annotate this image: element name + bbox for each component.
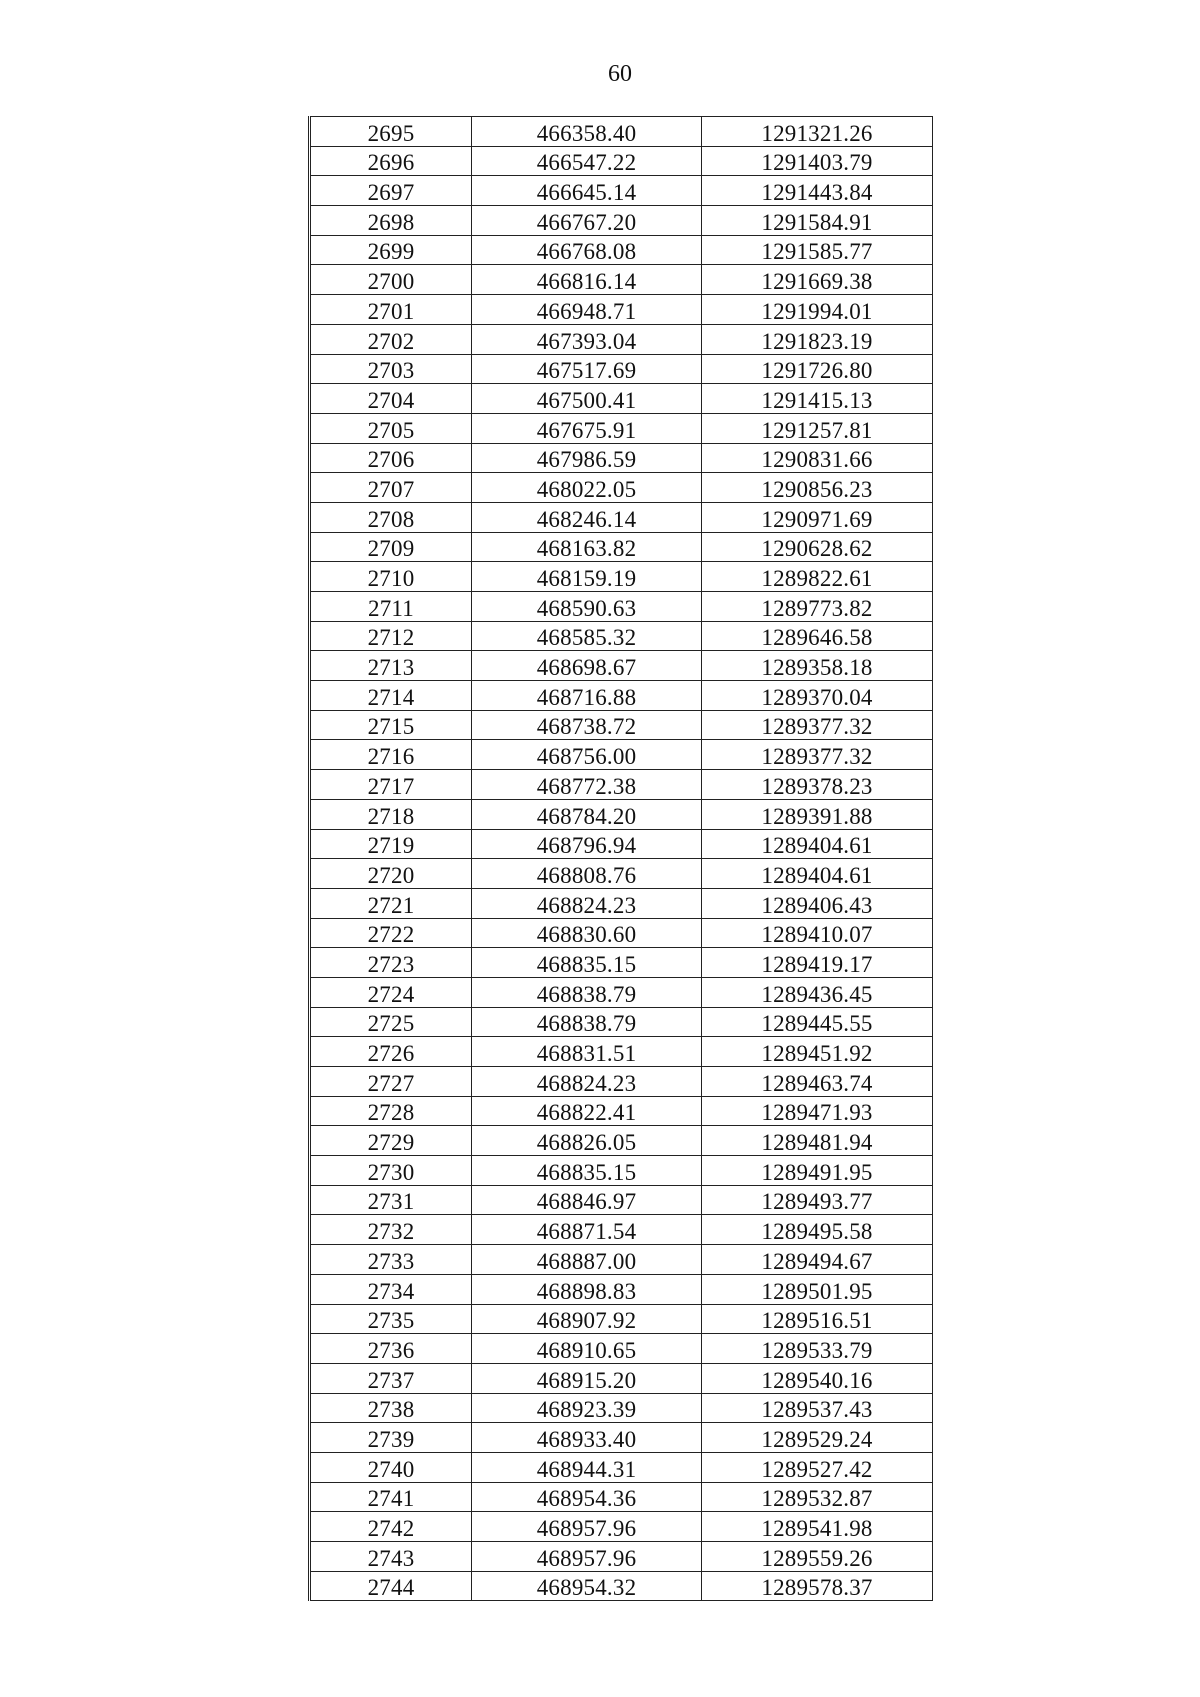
y-coordinate-cell: 1289527.42 xyxy=(702,1452,933,1482)
point-number-cell: 2740 xyxy=(310,1452,472,1482)
x-coordinate-cell: 466816.14 xyxy=(472,265,702,295)
point-number-cell: 2744 xyxy=(310,1571,472,1601)
point-number-cell: 2730 xyxy=(310,1156,472,1186)
y-coordinate-cell: 1291257.81 xyxy=(702,413,933,443)
y-coordinate-cell: 1290971.69 xyxy=(702,502,933,532)
table-row xyxy=(310,413,933,443)
table-row xyxy=(310,502,933,532)
point-number-cell: 2728 xyxy=(310,1096,472,1126)
y-coordinate-cell: 1289491.95 xyxy=(702,1156,933,1186)
point-number-cell: 2708 xyxy=(310,502,472,532)
table-row xyxy=(310,710,933,740)
x-coordinate-cell: 468698.67 xyxy=(472,651,702,681)
point-number-cell: 2701 xyxy=(310,295,472,325)
y-coordinate-cell: 1289377.32 xyxy=(702,740,933,770)
table-row xyxy=(310,1334,933,1364)
table-row xyxy=(310,918,933,948)
x-coordinate-cell: 468716.88 xyxy=(472,681,702,711)
table-row xyxy=(310,532,933,562)
y-coordinate-cell: 1289540.16 xyxy=(702,1363,933,1393)
x-coordinate-cell: 468784.20 xyxy=(472,799,702,829)
x-coordinate-cell: 468871.54 xyxy=(472,1215,702,1245)
table-row xyxy=(310,1067,933,1097)
table-row xyxy=(310,443,933,473)
table-row xyxy=(310,1007,933,1037)
y-coordinate-cell: 1289471.93 xyxy=(702,1096,933,1126)
y-coordinate-cell: 1289370.04 xyxy=(702,681,933,711)
point-number-cell: 2736 xyxy=(310,1334,472,1364)
x-coordinate-cell: 468738.72 xyxy=(472,710,702,740)
x-coordinate-cell: 468898.83 xyxy=(472,1274,702,1304)
point-number-cell: 2696 xyxy=(310,146,472,176)
table-row xyxy=(310,295,933,325)
x-coordinate-cell: 468923.39 xyxy=(472,1393,702,1423)
y-coordinate-cell: 1289529.24 xyxy=(702,1423,933,1453)
point-number-cell: 2698 xyxy=(310,206,472,236)
y-coordinate-cell: 1289451.92 xyxy=(702,1037,933,1067)
y-coordinate-cell: 1289410.07 xyxy=(702,918,933,948)
y-coordinate-cell: 1289391.88 xyxy=(702,799,933,829)
table-row xyxy=(310,1452,933,1482)
y-coordinate-cell: 1289419.17 xyxy=(702,948,933,978)
point-number-cell: 2706 xyxy=(310,443,472,473)
y-coordinate-cell: 1289377.32 xyxy=(702,710,933,740)
y-coordinate-cell: 1291321.26 xyxy=(702,117,933,147)
point-number-cell: 2699 xyxy=(310,235,472,265)
x-coordinate-cell: 468887.00 xyxy=(472,1245,702,1275)
point-number-cell: 2729 xyxy=(310,1126,472,1156)
x-coordinate-cell: 467500.41 xyxy=(472,384,702,414)
x-coordinate-cell: 468246.14 xyxy=(472,502,702,532)
x-coordinate-cell: 468933.40 xyxy=(472,1423,702,1453)
point-number-cell: 2713 xyxy=(310,651,472,681)
y-coordinate-cell: 1289533.79 xyxy=(702,1334,933,1364)
x-coordinate-cell: 468590.63 xyxy=(472,592,702,622)
y-coordinate-cell: 1290831.66 xyxy=(702,443,933,473)
table-row xyxy=(310,1215,933,1245)
x-coordinate-cell: 468957.96 xyxy=(472,1542,702,1572)
point-number-cell: 2727 xyxy=(310,1067,472,1097)
table-row xyxy=(310,681,933,711)
point-number-cell: 2731 xyxy=(310,1185,472,1215)
point-number-cell: 2695 xyxy=(310,117,472,147)
y-coordinate-cell: 1289358.18 xyxy=(702,651,933,681)
table-row xyxy=(310,1185,933,1215)
y-coordinate-cell: 1289494.67 xyxy=(702,1245,933,1275)
point-number-cell: 2724 xyxy=(310,977,472,1007)
table-row xyxy=(310,1274,933,1304)
x-coordinate-cell: 468824.23 xyxy=(472,1067,702,1097)
x-coordinate-cell: 468838.79 xyxy=(472,1007,702,1037)
table-row xyxy=(310,324,933,354)
y-coordinate-cell: 1289378.23 xyxy=(702,770,933,800)
x-coordinate-cell: 468159.19 xyxy=(472,562,702,592)
y-coordinate-cell: 1289481.94 xyxy=(702,1126,933,1156)
table-row xyxy=(310,384,933,414)
table-row xyxy=(310,1245,933,1275)
point-number-cell: 2705 xyxy=(310,413,472,443)
x-coordinate-cell: 468907.92 xyxy=(472,1304,702,1334)
table-row xyxy=(310,1542,933,1572)
y-coordinate-cell: 1289436.45 xyxy=(702,977,933,1007)
point-number-cell: 2719 xyxy=(310,829,472,859)
x-coordinate-cell: 468585.32 xyxy=(472,621,702,651)
y-coordinate-cell: 1289646.58 xyxy=(702,621,933,651)
x-coordinate-cell: 468835.15 xyxy=(472,1156,702,1186)
point-number-cell: 2734 xyxy=(310,1274,472,1304)
point-number-cell: 2704 xyxy=(310,384,472,414)
table-row xyxy=(310,977,933,1007)
x-coordinate-cell: 468830.60 xyxy=(472,918,702,948)
point-number-cell: 2710 xyxy=(310,562,472,592)
point-number-cell: 2697 xyxy=(310,176,472,206)
y-coordinate-cell: 1289463.74 xyxy=(702,1067,933,1097)
table-row xyxy=(310,888,933,918)
point-number-cell: 2715 xyxy=(310,710,472,740)
y-coordinate-cell: 1291584.91 xyxy=(702,206,933,236)
table-row xyxy=(310,235,933,265)
table-row xyxy=(310,1126,933,1156)
x-coordinate-cell: 468835.15 xyxy=(472,948,702,978)
y-coordinate-cell: 1291585.77 xyxy=(702,235,933,265)
point-number-cell: 2738 xyxy=(310,1393,472,1423)
y-coordinate-cell: 1289822.61 xyxy=(702,562,933,592)
table-row xyxy=(310,206,933,236)
x-coordinate-cell: 468831.51 xyxy=(472,1037,702,1067)
y-coordinate-cell: 1291823.19 xyxy=(702,324,933,354)
table-row xyxy=(310,621,933,651)
table-row xyxy=(310,176,933,206)
point-number-cell: 2720 xyxy=(310,859,472,889)
x-coordinate-cell: 468772.38 xyxy=(472,770,702,800)
table-row xyxy=(310,1482,933,1512)
x-coordinate-cell: 468910.65 xyxy=(472,1334,702,1364)
table-row xyxy=(310,265,933,295)
point-number-cell: 2742 xyxy=(310,1512,472,1542)
x-coordinate-cell: 466358.40 xyxy=(472,117,702,147)
table-row xyxy=(310,1423,933,1453)
table-row xyxy=(310,146,933,176)
y-coordinate-cell: 1289532.87 xyxy=(702,1482,933,1512)
x-coordinate-cell: 466948.71 xyxy=(472,295,702,325)
point-number-cell: 2714 xyxy=(310,681,472,711)
y-coordinate-cell: 1291415.13 xyxy=(702,384,933,414)
table-row xyxy=(310,948,933,978)
y-coordinate-cell: 1289406.43 xyxy=(702,888,933,918)
point-number-cell: 2712 xyxy=(310,621,472,651)
x-coordinate-cell: 468944.31 xyxy=(472,1452,702,1482)
x-coordinate-cell: 468826.05 xyxy=(472,1126,702,1156)
y-coordinate-cell: 1290856.23 xyxy=(702,473,933,503)
table-row xyxy=(310,799,933,829)
x-coordinate-cell: 466767.20 xyxy=(472,206,702,236)
y-coordinate-cell: 1289559.26 xyxy=(702,1542,933,1572)
point-number-cell: 2741 xyxy=(310,1482,472,1512)
y-coordinate-cell: 1289541.98 xyxy=(702,1512,933,1542)
point-number-cell: 2743 xyxy=(310,1542,472,1572)
table-row xyxy=(310,1304,933,1334)
point-number-cell: 2703 xyxy=(310,354,472,384)
x-coordinate-cell: 467517.69 xyxy=(472,354,702,384)
point-number-cell: 2702 xyxy=(310,324,472,354)
point-number-cell: 2725 xyxy=(310,1007,472,1037)
table-row xyxy=(310,1571,933,1601)
x-coordinate-cell: 467986.59 xyxy=(472,443,702,473)
table-row xyxy=(310,740,933,770)
point-number-cell: 2739 xyxy=(310,1423,472,1453)
x-coordinate-cell: 466645.14 xyxy=(472,176,702,206)
point-number-cell: 2735 xyxy=(310,1304,472,1334)
point-number-cell: 2723 xyxy=(310,948,472,978)
x-coordinate-cell: 468808.76 xyxy=(472,859,702,889)
table-row xyxy=(310,1393,933,1423)
table-row xyxy=(310,562,933,592)
y-coordinate-cell: 1291994.01 xyxy=(702,295,933,325)
y-coordinate-cell: 1291726.80 xyxy=(702,354,933,384)
x-coordinate-cell: 468822.41 xyxy=(472,1096,702,1126)
x-coordinate-cell: 468796.94 xyxy=(472,829,702,859)
y-coordinate-cell: 1289495.58 xyxy=(702,1215,933,1245)
x-coordinate-cell: 468756.00 xyxy=(472,740,702,770)
point-number-cell: 2733 xyxy=(310,1245,472,1275)
x-coordinate-cell: 468824.23 xyxy=(472,888,702,918)
table-row xyxy=(310,1363,933,1393)
y-coordinate-cell: 1291669.38 xyxy=(702,265,933,295)
x-coordinate-cell: 467393.04 xyxy=(472,324,702,354)
x-coordinate-cell: 468957.96 xyxy=(472,1512,702,1542)
table-row xyxy=(310,592,933,622)
x-coordinate-cell: 467675.91 xyxy=(472,413,702,443)
x-coordinate-cell: 468954.36 xyxy=(472,1482,702,1512)
point-number-cell: 2726 xyxy=(310,1037,472,1067)
y-coordinate-cell: 1291443.84 xyxy=(702,176,933,206)
point-number-cell: 2700 xyxy=(310,265,472,295)
x-coordinate-cell: 468915.20 xyxy=(472,1363,702,1393)
table-row xyxy=(310,1156,933,1186)
point-number-cell: 2709 xyxy=(310,532,472,562)
point-number-cell: 2718 xyxy=(310,799,472,829)
x-coordinate-cell: 466768.08 xyxy=(472,235,702,265)
table-row xyxy=(310,473,933,503)
x-coordinate-cell: 468846.97 xyxy=(472,1185,702,1215)
table-row xyxy=(310,770,933,800)
point-number-cell: 2732 xyxy=(310,1215,472,1245)
y-coordinate-cell: 1289493.77 xyxy=(702,1185,933,1215)
point-number-cell: 2717 xyxy=(310,770,472,800)
x-coordinate-cell: 468163.82 xyxy=(472,532,702,562)
point-number-cell: 2722 xyxy=(310,918,472,948)
y-coordinate-cell: 1290628.62 xyxy=(702,532,933,562)
page-number: 60 xyxy=(608,61,632,87)
x-coordinate-cell: 468838.79 xyxy=(472,977,702,1007)
table-row xyxy=(310,354,933,384)
coordinates-table-body xyxy=(310,117,933,1601)
table-row xyxy=(310,651,933,681)
point-number-cell: 2711 xyxy=(310,592,472,622)
table-row xyxy=(310,1512,933,1542)
coordinates-table xyxy=(308,116,933,1601)
point-number-cell: 2716 xyxy=(310,740,472,770)
y-coordinate-cell: 1289578.37 xyxy=(702,1571,933,1601)
table-row xyxy=(310,1096,933,1126)
table-row xyxy=(310,829,933,859)
table-row xyxy=(310,117,933,147)
y-coordinate-cell: 1289773.82 xyxy=(702,592,933,622)
point-number-cell: 2737 xyxy=(310,1363,472,1393)
x-coordinate-cell: 468954.32 xyxy=(472,1571,702,1601)
x-coordinate-cell: 468022.05 xyxy=(472,473,702,503)
y-coordinate-cell: 1289537.43 xyxy=(702,1393,933,1423)
y-coordinate-cell: 1289404.61 xyxy=(702,859,933,889)
y-coordinate-cell: 1289501.95 xyxy=(702,1274,933,1304)
point-number-cell: 2707 xyxy=(310,473,472,503)
y-coordinate-cell: 1289445.55 xyxy=(702,1007,933,1037)
table-row xyxy=(310,1037,933,1067)
x-coordinate-cell: 466547.22 xyxy=(472,146,702,176)
y-coordinate-cell: 1291403.79 xyxy=(702,146,933,176)
table-row xyxy=(310,859,933,889)
y-coordinate-cell: 1289404.61 xyxy=(702,829,933,859)
y-coordinate-cell: 1289516.51 xyxy=(702,1304,933,1334)
point-number-cell: 2721 xyxy=(310,888,472,918)
